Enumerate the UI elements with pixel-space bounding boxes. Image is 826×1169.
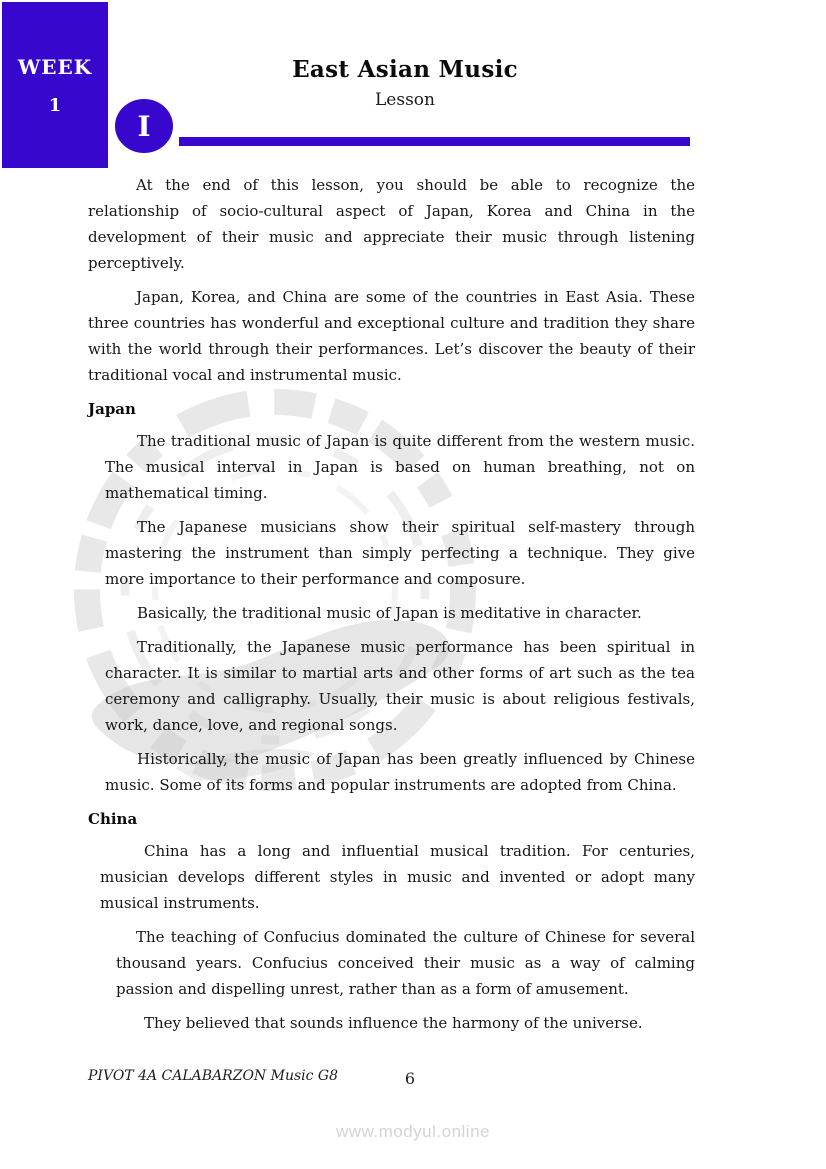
intro-paragraph-1: At the end of this lesson, you should be able to recognize the relationship of socio-cultural aspect of Japan, Korea and China in the development of their music and appreciate their music through listening perceptively. — [88, 176, 695, 272]
week-label: WEEK — [17, 54, 93, 79]
page-subtitle: Lesson — [375, 90, 435, 110]
section-heading-japan: Japan — [88, 400, 136, 418]
china-paragraph-1: China has a long and influential musical tradition. For centuries, musician develops different styles in music and invented or adopt many musical instruments. — [100, 842, 695, 912]
week-number: 1 — [48, 94, 62, 116]
china-paragraph-2: The teaching of Confucius dominated the culture of Chinese for several thousand years. Confucius conceived their music as a way of calming passion and dispelling unrest, rather than as a form of amusement. — [116, 928, 695, 998]
header-rule — [179, 137, 690, 146]
page-title: East Asian Music — [292, 56, 518, 83]
title-block — [120, 56, 690, 110]
japan-paragraph-2: The Japanese musicians show their spiritual self-mastery through mastering the instrument than simply perfecting a technique. They give more importance to their performance and composure. — [105, 518, 695, 588]
site-watermark-text: www.modyul.online — [335, 1122, 490, 1141]
japan-paragraph-3: Basically, the traditional music of Japan is meditative in character. — [137, 604, 642, 622]
lesson-marker-numeral: I — [137, 109, 151, 143]
japan-paragraph-1: The traditional music of Japan is quite different from the western music. The musical interval in Japan is based on human breathing, not on mathematical timing. — [105, 432, 695, 502]
footer-page-number: 6 — [404, 1069, 416, 1088]
japan-paragraph-5: Historically, the music of Japan has been greatly influenced by Chinese music. Some of its forms and popular instruments are adopted from China. — [105, 750, 695, 794]
section-heading-china: China — [88, 810, 138, 828]
china-paragraph-3: They believed that sounds influence the harmony of the universe. — [144, 1014, 643, 1032]
week-badge — [2, 2, 108, 168]
japan-paragraph-4: Traditionally, the Japanese music performance has been spiritual in character. It is similar to martial arts and other forms of art such as the tea ceremony and calligraphy. Usually, their music is about religious festivals, work, dance, love, and regional songs. — [105, 638, 695, 734]
lesson-content — [88, 172, 695, 1044]
footer-book-label: PIVOT 4A CALABARZON Music G8 — [88, 1068, 339, 1084]
intro-paragraph-2: Japan, Korea, and China are some of the countries in East Asia. These three countries has wonderful and exceptional culture and tradition they share with the world through their performances. Let’s discover the beauty of their traditional vocal and instrumental music. — [88, 288, 695, 384]
